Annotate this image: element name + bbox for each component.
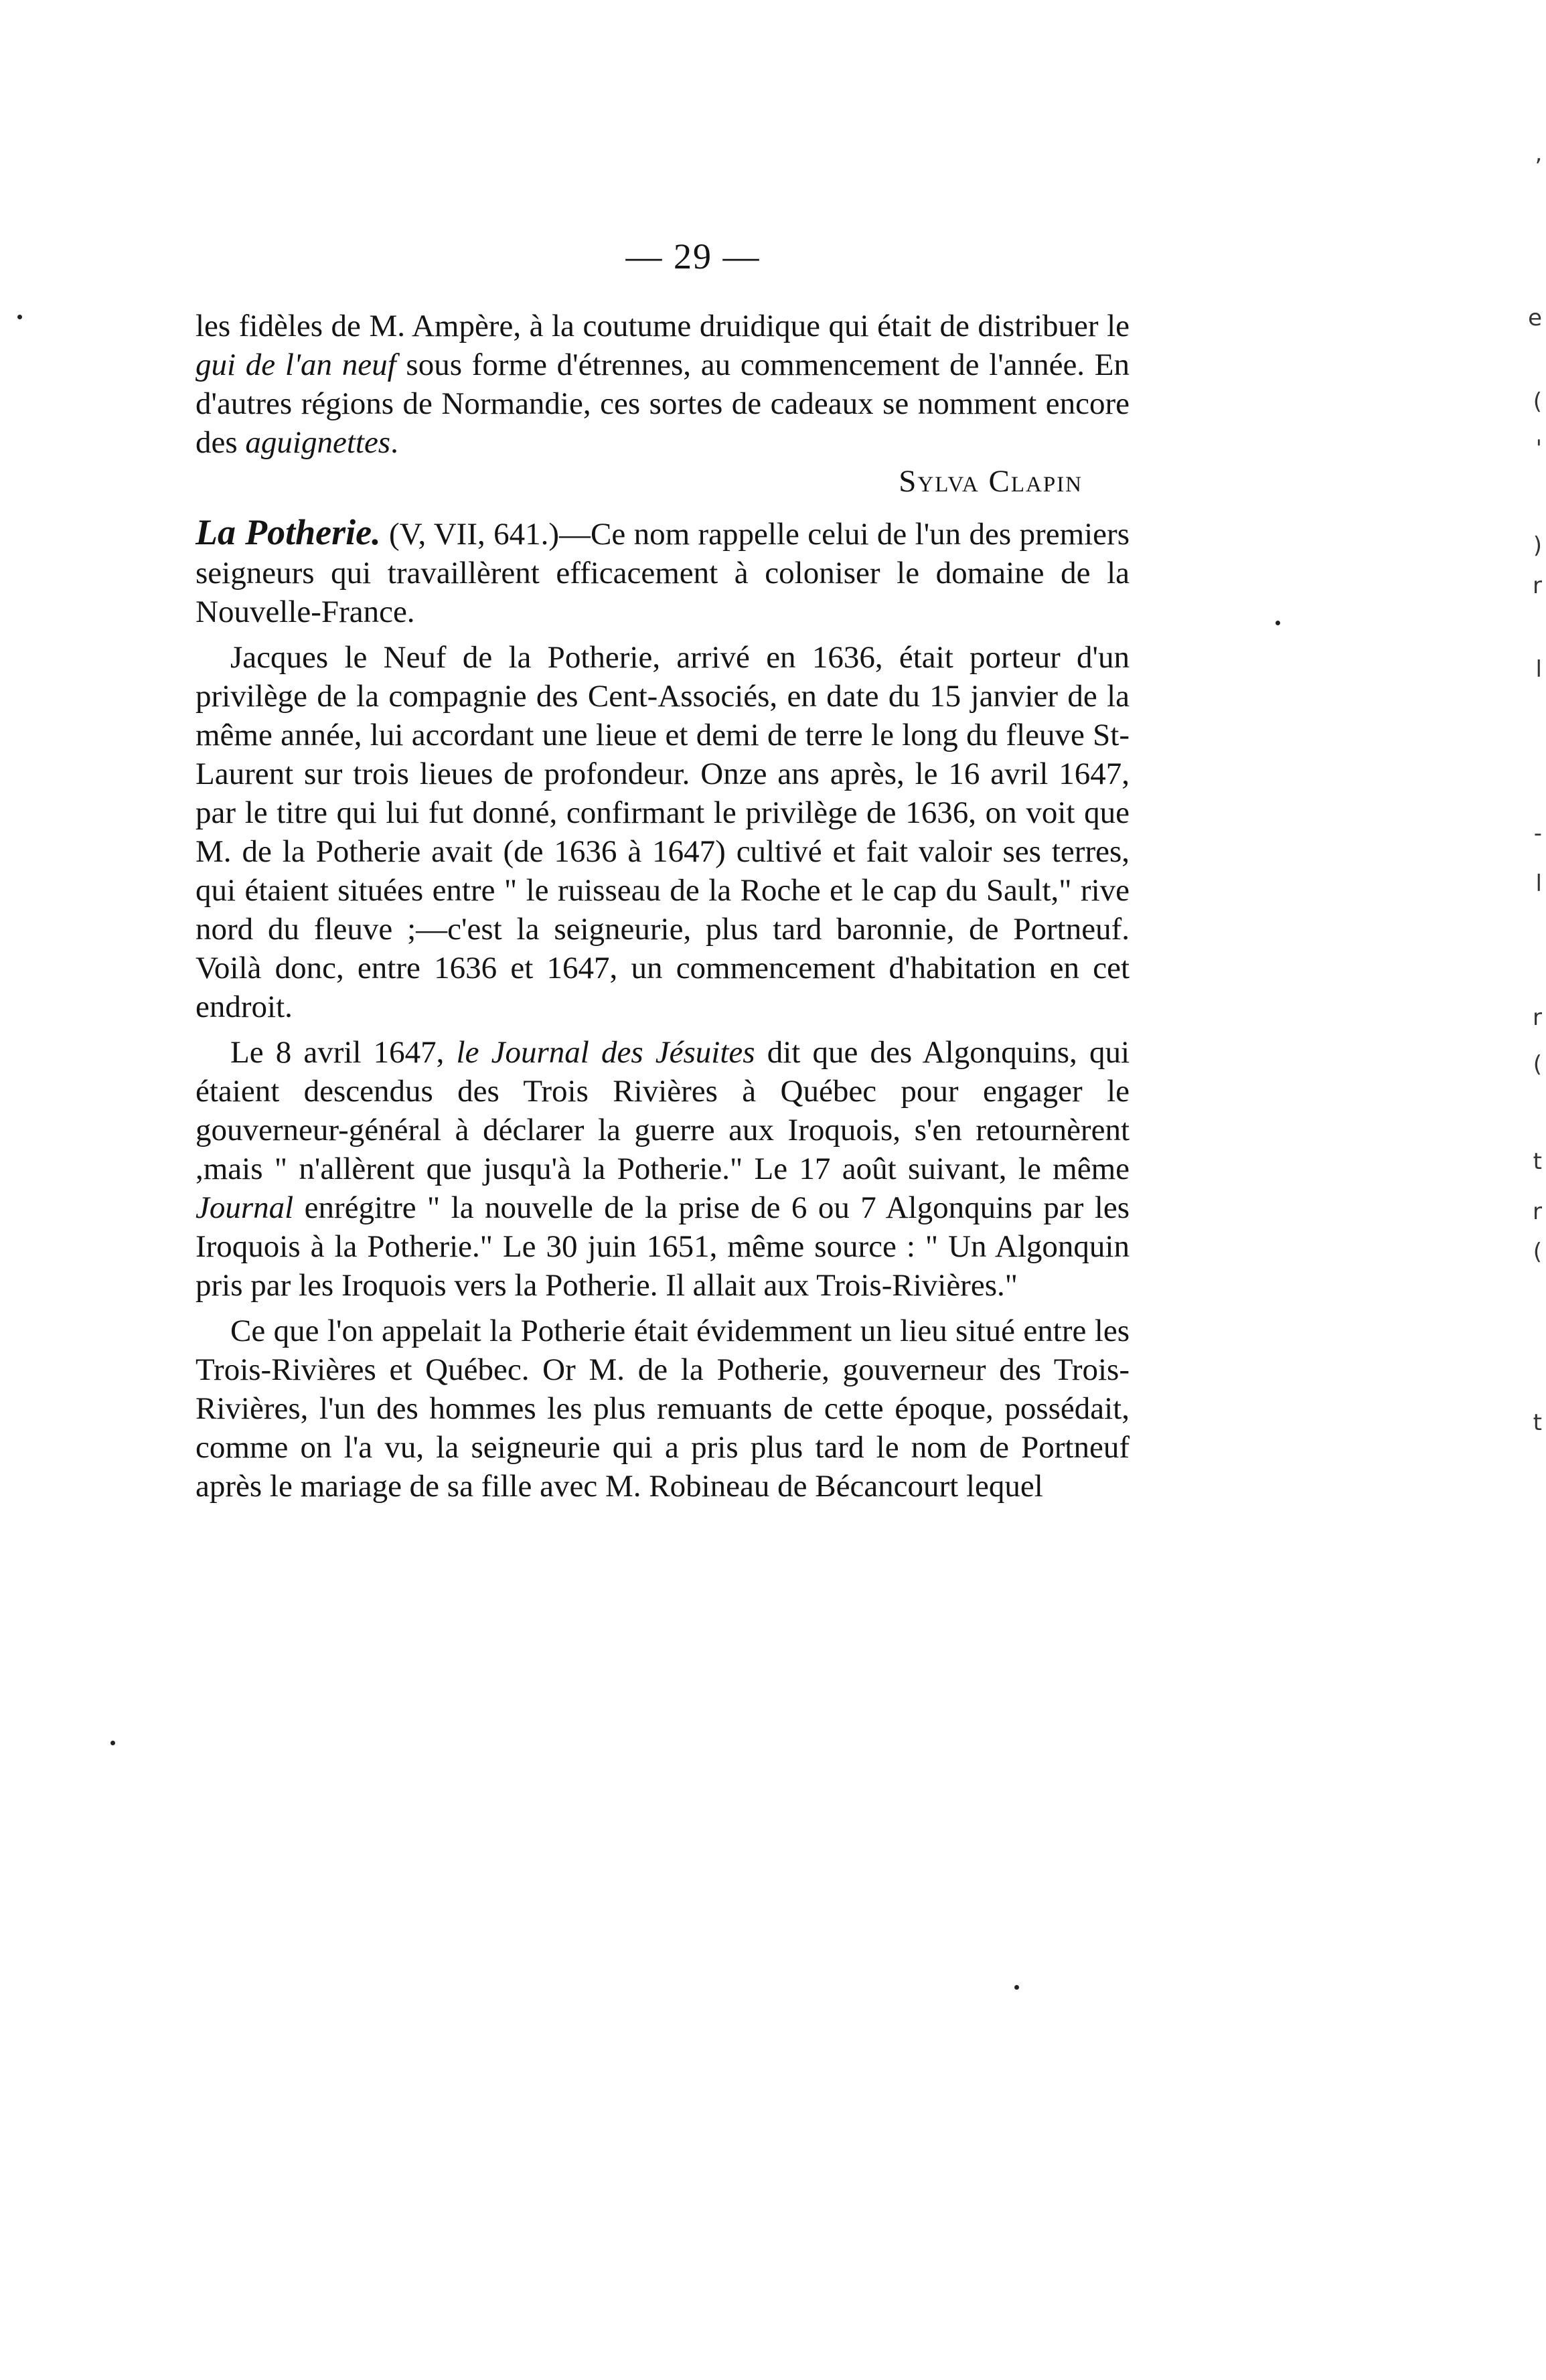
italic-text-segment: gui de l'an neuf	[196, 347, 396, 382]
scan-speck	[1014, 1985, 1019, 1990]
scan-speck	[110, 1741, 115, 1745]
edge-bleed-mark: l	[1535, 870, 1542, 897]
edge-bleed-mark: (	[1533, 1051, 1542, 1078]
edge-bleed-mark: t	[1533, 1148, 1542, 1175]
paragraph-jacques-le-neuf	[196, 638, 1130, 1026]
edge-bleed-mark: r	[1533, 572, 1542, 599]
entry-headword: La Potherie.	[196, 512, 381, 552]
author-signature: Sylva Clapin	[899, 464, 1083, 499]
paragraph-journal-des-jesuites	[196, 1033, 1130, 1305]
edge-bleed-mark: )	[1533, 532, 1542, 559]
paragraph-potherie-location	[196, 1312, 1130, 1506]
italic-text-segment: le Journal des Jésuites	[456, 1035, 755, 1070]
edge-bleed-mark: e	[1528, 305, 1542, 331]
scan-speck	[1276, 621, 1280, 625]
paragraph-continuation	[196, 307, 1130, 462]
entry-la-potherie	[196, 513, 1130, 631]
edge-bleed-mark: t	[1533, 1409, 1542, 1436]
text-segment: enrégitre " la nouvelle de la prise de 6 ou 7 Algonquins par les Iroquois à la Potherie." Le 30 juin 1651, même source : " Un Algonquin pris par les Iroquois vers la Potherie. Il allait aux Trois-Rivières."	[196, 1190, 1130, 1303]
edge-bleed-mark: r	[1533, 1004, 1542, 1031]
text-segment: Jacques le Neuf de la Potherie, arrivé en 1636, était porteur d'un privilège de la compagnie des Cent-Associés, en date du 15 janvier de la même année, lui accordant une lieue et demi de terre le long du fleuve St-Laurent sur trois lieues de profondeur. Onze ans après, le 16 avril 1647, par le titre qui lui fut donné, confirmant le privilège de 1636, on voit que M. de la Potherie avait (de 1636 à 1647) cultivé et fait valoir ses terres, qui étaient situées entre " le ruisseau de la Roche et le cap du Sault," rive nord du fleuve ;—c'est la seigneurie, plus tard baronnie, de Portneuf. Voilà donc, entre 1636 et 1647, un commencement d'habitation en cet endroit.	[196, 640, 1130, 1024]
entry-intro-text: (V, VII, 641.)—Ce nom rappelle celui de l'un des premiers seigneurs qui travaillèrent efficacement à coloniser le domaine de la Nouvelle-France.	[196, 517, 1130, 629]
text-segment: Le 8 avril 1647,	[230, 1035, 457, 1070]
edge-bleed-mark: ’	[1535, 154, 1542, 181]
scan-speck	[17, 315, 22, 319]
text-segment: dit que des Algonquins, qui étaient descendus des Trois Rivières à Québec pour engager le gouverneur-général à déclarer la guerre aux Iroquois, s'en retournèrent ,mais " n'allèrent que jusqu'à la Potherie." Le 17 août suivant, le même	[196, 1035, 1130, 1186]
italic-text-segment: Journal	[196, 1190, 294, 1225]
text-segment: les fidèles de M. Ampère, à la coutume druidique qui était de distribuer le	[196, 309, 1130, 343]
body-text	[196, 307, 1130, 1506]
text-segment: Ce que l'on appelait la Potherie était évidemment un lieu situé entre les Trois-Rivières et Québec. Or M. de la Potherie, gouverneur des Trois-Rivières, l'un des hommes les plus remuants de cette époque, possédait, comme on l'a vu, la seigneurie qui a pris plus tard le nom de Portneuf après le mariage de sa fille avec M. Robineau de Bécancourt lequel	[196, 1314, 1130, 1504]
edge-bleed-mark: l	[1535, 656, 1542, 683]
edge-bleed-mark: (	[1533, 1239, 1542, 1265]
page-number: — 29 —	[625, 236, 761, 276]
edge-bleed-mark: -	[1533, 820, 1542, 847]
edge-bleed-mark: '	[1535, 435, 1542, 462]
edge-bleed-mark: r	[1533, 1198, 1542, 1225]
text-segment: .	[390, 425, 398, 460]
italic-text-segment: aguignettes	[245, 425, 391, 460]
text-segment: sous forme d'étrennes, au commencement de l'année. En d'autres régions de Normandie, ces sortes de cadeaux se nomment encore des	[196, 347, 1130, 460]
edge-bleed-mark: (	[1533, 388, 1542, 415]
